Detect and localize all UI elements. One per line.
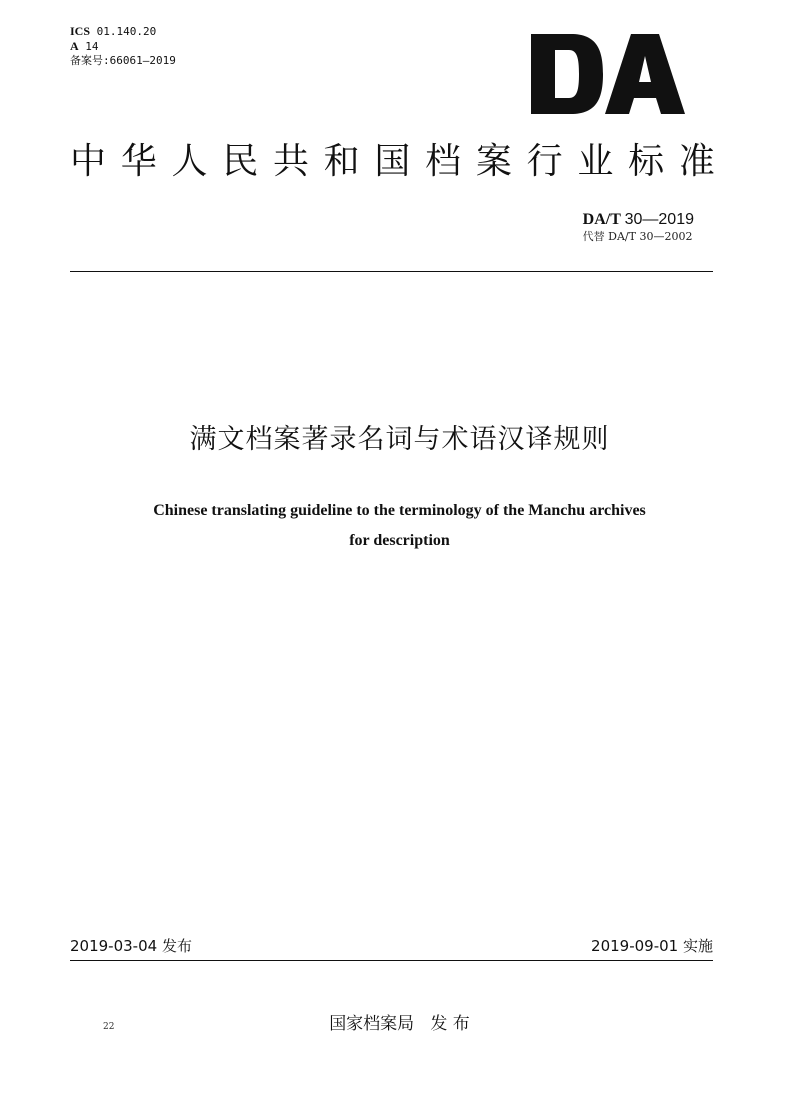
page-number: 22 [103,1022,115,1032]
footer-divider [70,960,713,961]
effective-date: 2019-09-01 实施 [591,937,713,955]
publisher: 国家档案局 发 布 [329,1014,470,1034]
category-title-char: 共 [272,141,309,182]
category-title-char: 准 [678,141,715,182]
category-title-char: 行 [526,141,563,182]
document-title-en-line2: for description [349,532,450,549]
filing-label: 备案号 [70,54,103,67]
classification-block [70,24,176,68]
class-line [70,39,176,54]
category-title-char: 民 [222,141,259,182]
filing-line [70,54,176,68]
category-title-char: 档 [425,141,462,182]
document-title-cn: 满文档案著录名词与术语汉译规则 [189,424,610,455]
category-title-char: 人 [171,141,208,182]
class-label: A [70,39,79,53]
standard-code-prefix: DA/T [582,211,621,228]
standard-code-block [583,210,694,244]
category-title-char: 标 [628,141,665,182]
da-logo [527,32,687,116]
standard-code-number: 30—2019 [624,211,694,228]
ics-line [70,24,176,39]
class-code: 14 [85,40,99,53]
ics-code: 01.140.20 [96,25,157,38]
replaces-note: 代替 DA/T 30—2002 [582,230,693,243]
category-title-char: 中 [70,141,107,182]
category-title-char: 华 [120,141,157,182]
category-title-char: 案 [475,141,512,182]
standard-code [583,210,694,230]
document-title-en-line1: Chinese translating guideline to the terminology of the Manchu archives [153,502,646,519]
document-title-en [0,496,799,556]
filing-code: :66061—2019 [103,54,176,67]
category-title-char: 业 [577,141,614,182]
ics-label: ICS [70,24,91,38]
category-title-char: 和 [323,141,360,182]
header-divider [70,271,713,272]
category-title-char: 国 [374,141,411,182]
standard-category-title [70,140,715,184]
issue-date: 2019-03-04 发布 [70,937,192,955]
